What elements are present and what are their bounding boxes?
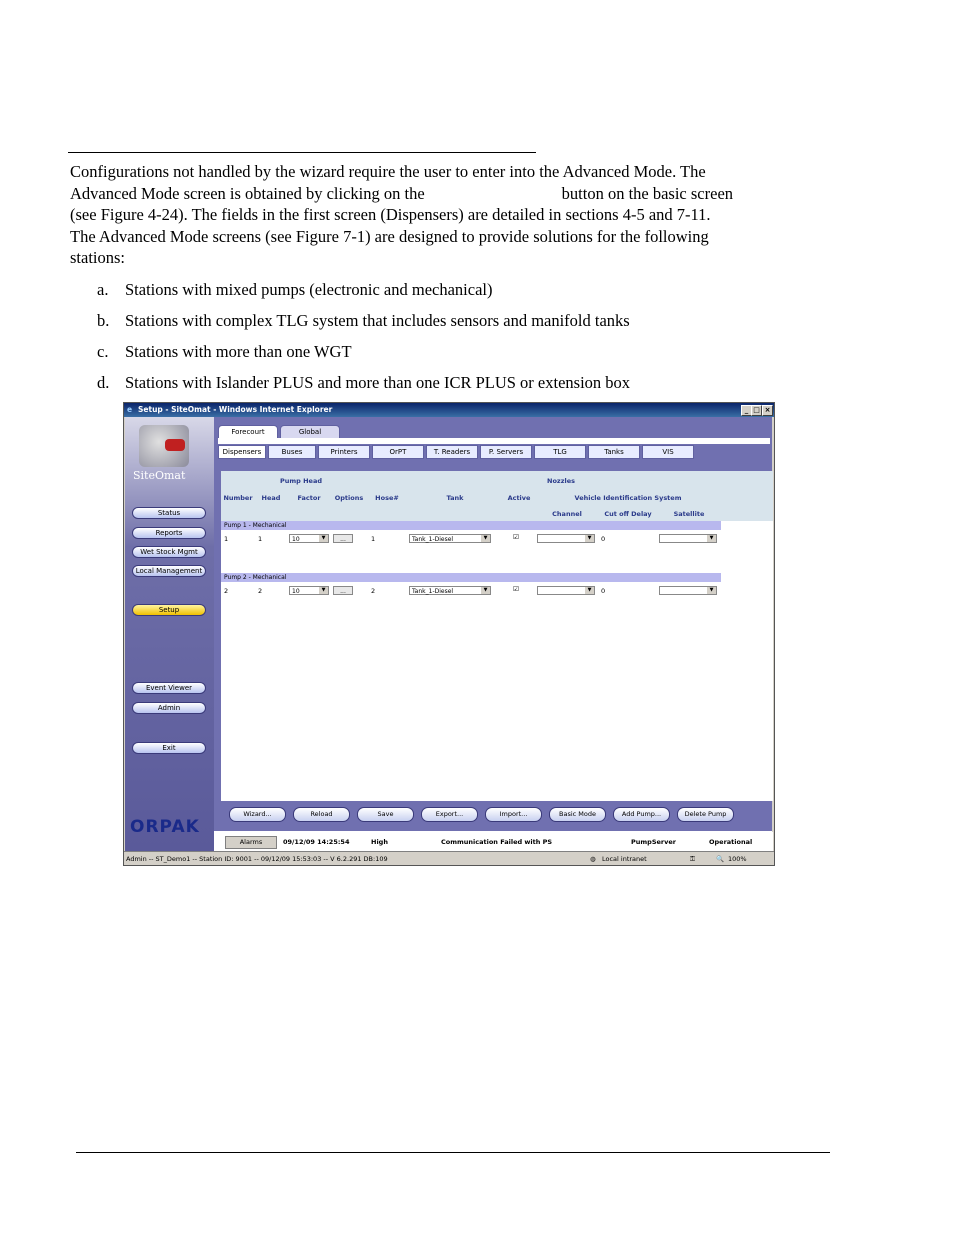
group-row-pump-2: Pump 2 - Mechanical	[221, 573, 721, 582]
header-options: Options	[334, 494, 364, 502]
nav-admin[interactable]: Admin	[132, 702, 206, 714]
save-button[interactable]: Save	[357, 807, 414, 822]
cell-head: 2	[258, 587, 263, 595]
add-pump-button[interactable]: Add Pump...	[613, 807, 670, 822]
sidebar	[125, 417, 214, 851]
chevron-down-icon: ▼	[319, 587, 328, 594]
tab-tanks[interactable]: Tanks	[588, 445, 640, 459]
para-line-2: Advanced Mode screen is obtained by clicking on the button on the basic screen	[70, 183, 734, 203]
tab-buses[interactable]: Buses	[268, 445, 316, 459]
window-titlebar	[124, 403, 774, 417]
tab-forecourt[interactable]: Forecourt	[218, 425, 278, 438]
intro-paragraph	[70, 161, 830, 269]
close-button[interactable]: ×	[762, 405, 773, 416]
basic-mode-button[interactable]: Basic Mode	[549, 807, 606, 822]
status-text: Admin -- ST_Demo1 -- Station ID: 9001 -- 09/12/09 15:53:03 -- V 6.2.291 DB:109	[126, 855, 388, 863]
minimize-button[interactable]: _	[741, 405, 752, 416]
cell-head: 1	[258, 535, 263, 543]
browser-status-bar	[124, 851, 774, 866]
header-number: Number	[223, 494, 253, 502]
alarm-message: Communication Failed with PS	[441, 838, 553, 846]
chevron-down-icon: ▼	[319, 535, 328, 542]
ie-icon: e	[127, 405, 133, 414]
zone-text: Local intranet	[602, 855, 647, 863]
logo-text: SiteOmat	[133, 469, 186, 482]
tab-tlg[interactable]: TLG	[534, 445, 586, 459]
chevron-down-icon: ▼	[481, 535, 490, 542]
maximize-button[interactable]: □	[751, 405, 762, 416]
chevron-down-icon: ▼	[585, 535, 594, 542]
advanced-mode-screenshot	[123, 402, 775, 866]
header-satellite: Satellite	[673, 510, 705, 518]
channel-select[interactable]	[537, 586, 595, 595]
list-item: a. Stations with mixed pumps (electronic and mechanical)	[97, 280, 493, 299]
alarm-datetime: 09/12/09 14:25:54	[283, 838, 350, 846]
para-line-3: (see Figure 4-24). The fields in the first screen (Dispensers) are detailed in sections 4-5 and 7-11.	[70, 205, 711, 224]
zoom-icon: 🔍	[716, 855, 725, 863]
chevron-down-icon: ▼	[585, 587, 594, 594]
cell-hose: 2	[371, 587, 376, 595]
tab-global[interactable]: Global	[280, 425, 340, 438]
export-button[interactable]: Export...	[421, 807, 478, 822]
options-button[interactable]: ...	[333, 586, 353, 595]
alarm-source: PumpServer	[631, 838, 676, 846]
header-factor: Factor	[297, 494, 321, 502]
tank-select[interactable]: Tank_1-Diesel ▼	[409, 534, 491, 543]
factor-select[interactable]: 10 ▼	[289, 534, 329, 543]
header-rule	[68, 152, 536, 153]
footer-rule	[76, 1152, 830, 1153]
channel-select[interactable]	[537, 534, 595, 543]
window-title: Setup - SiteOmat - Windows Internet Explorer	[138, 405, 333, 414]
header-nozzles: Nozzles	[547, 477, 575, 485]
tab-p-servers[interactable]: P. Servers	[480, 445, 532, 459]
header-hose: Hose#	[375, 494, 399, 502]
list-item: d. Stations with Islander PLUS and more than one ICR PLUS or extension box	[97, 373, 631, 392]
list-item: b. Stations with complex TLG system that includes sensors and manifold tanks	[97, 311, 630, 330]
chevron-down-icon: ▼	[707, 587, 716, 594]
alarms-button[interactable]: Alarms	[225, 836, 277, 849]
import-button[interactable]: Import...	[485, 807, 542, 822]
delete-pump-button[interactable]: Delete Pump	[677, 807, 734, 822]
nav-event-viewer[interactable]: Event Viewer	[132, 682, 206, 694]
siteomat-app	[125, 417, 772, 851]
brand-logo: ORPAK	[130, 817, 200, 837]
alarm-severity: High	[371, 838, 388, 846]
dispensers-grid	[221, 471, 773, 801]
tab-printers[interactable]: Printers	[318, 445, 370, 459]
tab-dispensers[interactable]: Dispensers	[218, 445, 266, 459]
chevron-down-icon: ▼	[707, 535, 716, 542]
active-checkbox[interactable]: ☑	[513, 585, 519, 593]
globe-icon: ◍	[590, 855, 596, 863]
para-line-4: The Advanced Mode screens (see Figure 7-1) are designed to provide solutions for the following	[70, 226, 709, 246]
tank-select[interactable]: Tank_1-Diesel ▼	[409, 586, 491, 595]
header-tank: Tank	[446, 494, 464, 502]
satellite-select[interactable]	[659, 586, 717, 595]
alarm-state: Operational	[709, 838, 753, 846]
tab-vis[interactable]: VIS	[642, 445, 694, 459]
header-channel: Channel	[552, 510, 582, 518]
cell-hose: 1	[371, 535, 376, 543]
nav-setup[interactable]: Setup	[132, 604, 206, 616]
tab-orpt[interactable]: OrPT	[372, 445, 424, 459]
nav-wet-stock[interactable]: Wet Stock Mgmt	[132, 546, 206, 558]
alarm-status-bar	[221, 832, 773, 851]
header-active: Active	[507, 494, 531, 502]
tab-strip	[218, 438, 770, 444]
header-head: Head	[261, 494, 281, 502]
list-item: c. Stations with more than one WGT	[97, 342, 352, 361]
nozzle-icon	[165, 439, 185, 451]
cell-number: 1	[224, 535, 229, 543]
wizard-button[interactable]: Wizard...	[229, 807, 286, 822]
group-row-pump-1: Pump 1 - Mechanical	[221, 521, 721, 530]
header-cutoff: Cut off Delay	[604, 510, 652, 518]
cell-cutoff: 0	[601, 587, 606, 595]
cell-number: 2	[224, 587, 229, 595]
para-line-1: Configurations not handled by the wizard require the user to enter into the Advanced Mode. The	[70, 162, 706, 181]
options-button[interactable]: ...	[333, 534, 353, 543]
chevron-down-icon: ▼	[481, 587, 490, 594]
nav-status[interactable]: Status	[132, 507, 206, 519]
header-pump-head: Pump Head	[280, 477, 322, 485]
lock-icon: ⚿	[690, 855, 695, 863]
reload-button[interactable]: Reload	[293, 807, 350, 822]
tab-t-readers[interactable]: T. Readers	[426, 445, 478, 459]
factor-select[interactable]: 10 ▼	[289, 586, 329, 595]
cell-cutoff: 0	[601, 535, 606, 543]
nav-local-management[interactable]: Local Management	[132, 565, 206, 577]
nav-reports[interactable]: Reports	[132, 527, 206, 539]
para-line-5: stations:	[70, 248, 126, 267]
zoom-level[interactable]: 100%	[728, 855, 747, 863]
header-vis: Vehicle Identification System	[574, 494, 682, 502]
satellite-select[interactable]	[659, 534, 717, 543]
active-checkbox[interactable]: ☑	[513, 533, 519, 541]
nav-exit[interactable]: Exit	[132, 742, 206, 754]
